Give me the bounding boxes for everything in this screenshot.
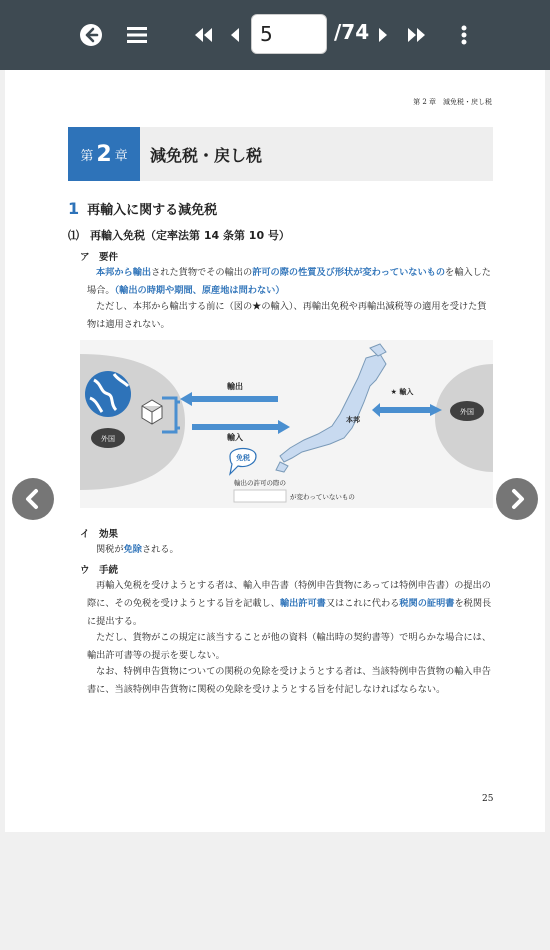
menu-icon	[126, 25, 148, 45]
text-part: された貨物でその輸出の	[151, 267, 253, 278]
first-page-icon	[193, 28, 213, 42]
exception-paragraph: ただし、本邦から輸出する前に（図の★の輸入）、再輸出免税や再輸出減税等の適用を受けた貨物は適用されない。	[87, 301, 487, 330]
procedure-paragraph-3: なお、特例申告貨物についての関税の免除を受けようとする者は、当該特例申告貨物の輸入申告書に、当該特例申告貨物に関税の免除を受けようとする旨を付記しなければならない。	[87, 666, 491, 695]
diagram-foreign-left: 外国	[101, 435, 115, 443]
text-part: される。	[141, 544, 179, 555]
text-part: 関税が	[96, 544, 124, 555]
chapter-banner	[68, 127, 493, 181]
diagram-export-label: 輸出	[227, 382, 243, 391]
diagram-foreign-right: 外国	[460, 408, 474, 416]
text-customs-certificate: 税関の証明書	[399, 598, 455, 609]
text-part: を輸入した場合。	[87, 267, 491, 296]
text-part: 再輸入免税を受けようとする者は、輸入申告書（特例申告貨物にあっては特例申告書）の提出の際に、その免税を受けようとする旨を記載し、	[87, 580, 491, 609]
page-number-input[interactable]	[251, 14, 327, 54]
procedure-paragraph-1	[87, 577, 493, 631]
diagram-star-import: ★ 輸入	[390, 388, 414, 396]
label-procedure: ウ 手続	[80, 565, 119, 576]
text-part: 又はこれに代わる	[325, 598, 400, 609]
effect-paragraph	[87, 541, 493, 559]
chapter-prefix: 第	[80, 148, 94, 164]
next-page-overlay-button[interactable]	[496, 478, 538, 520]
page-number: 25	[482, 794, 494, 804]
diagram-caption-2: が変わっていないもの	[290, 493, 355, 501]
more-vertical-icon	[461, 25, 467, 45]
text-period-note: （輸出の時期や期間、原産地は問わない）	[114, 285, 285, 296]
section-number: 1	[68, 199, 80, 218]
diagram-japan-label: 本邦	[346, 416, 360, 424]
running-header: 第 2 章 減免税・戻し税	[413, 98, 492, 106]
prev-page-icon	[230, 28, 240, 42]
chapter-title: 減免税・戻し税	[150, 146, 263, 165]
previous-page-overlay-button[interactable]	[12, 478, 54, 520]
next-page-button[interactable]	[374, 24, 392, 46]
section-heading	[68, 199, 217, 218]
prev-page-button[interactable]	[226, 24, 244, 46]
chapter-number: 2	[96, 141, 112, 167]
text-exemption: 免除	[123, 544, 142, 555]
subsection-title: ⑴ 再輸入免税（定率法第 14 条第 10 号）	[68, 229, 290, 242]
text-unchanged-condition: 許可の際の性質及び形状が変わっていないもの	[252, 267, 446, 278]
first-page-button[interactable]	[191, 24, 215, 46]
more-options-button[interactable]	[454, 21, 474, 49]
next-page-icon	[378, 28, 388, 42]
requirements-paragraph	[87, 264, 493, 300]
diagram-exempt-bubble: 免税	[236, 454, 250, 462]
label-requirements: ア 要件	[80, 252, 119, 263]
last-page-icon	[407, 28, 427, 42]
reimport-diagram	[80, 340, 493, 508]
text-part: を税関長に提出する。	[87, 598, 492, 627]
back-button[interactable]	[77, 21, 105, 49]
label-effect: イ 効果	[80, 529, 119, 540]
total-pages: /74	[334, 20, 370, 44]
chevron-right-icon	[506, 488, 528, 510]
procedure-paragraph-2: ただし、貨物がこの規定に該当することが他の資料（輸出時の契約書等）で明らかな場合には、輸出許可書等の提示を要しない。	[87, 632, 492, 661]
chevron-left-icon	[22, 488, 44, 510]
toolbar	[0, 0, 550, 70]
last-page-button[interactable]	[405, 24, 429, 46]
chapter-suffix: 章	[114, 148, 128, 164]
text-export-from-japan: 本邦から輸出	[96, 267, 152, 278]
diagram-caption-1: 輸出の許可の際の	[234, 479, 286, 487]
diagram-import-label: 輸入	[227, 433, 243, 442]
section-title: 再輸入に関する減免税	[87, 203, 218, 218]
menu-button[interactable]	[123, 21, 151, 49]
text-export-permit: 輸出許可書	[279, 598, 326, 609]
chapter-number-badge	[68, 127, 140, 181]
back-icon	[79, 23, 103, 47]
